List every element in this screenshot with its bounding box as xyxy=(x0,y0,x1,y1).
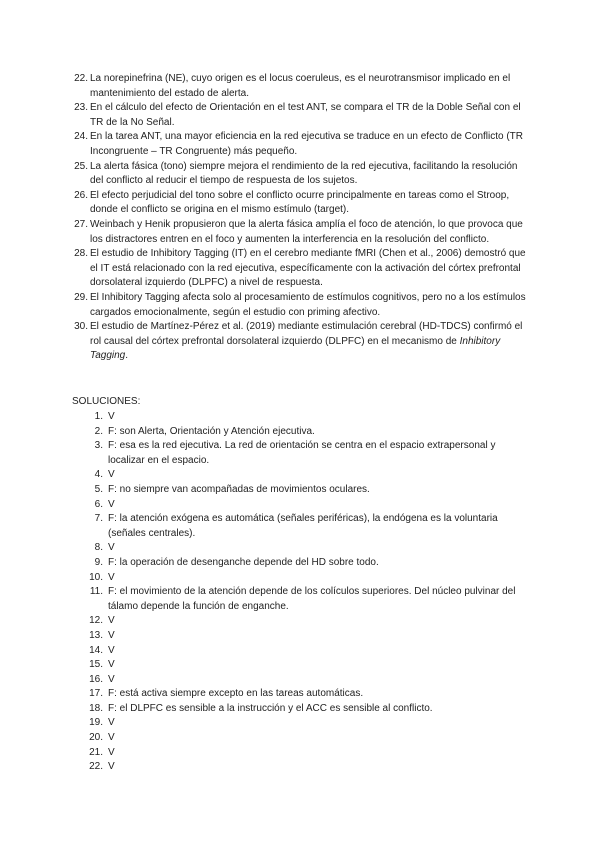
solution-item xyxy=(94,483,528,498)
solution-number: 19. xyxy=(89,717,103,729)
question-text: En la tarea ANT, una mayor eficiencia en la red ejecutiva se traduce en un efecto de Conflicto (TR Incongruente – TR Congruente) más pequeño. xyxy=(90,131,524,157)
question-text: La norepinefrina (NE), cuyo origen es el locus coeruleus, es el neurotransmisor implicado en el mantenimiento del estado de alerta. xyxy=(90,73,511,99)
solution-number: 7. xyxy=(94,513,103,525)
solution-number: 10. xyxy=(89,571,103,583)
solution-number: 20. xyxy=(89,732,103,744)
question-number: 27. xyxy=(74,218,88,230)
solution-number: 14. xyxy=(89,644,103,656)
solution-item xyxy=(89,716,528,731)
solution-item xyxy=(89,658,528,673)
solution-number: 13. xyxy=(89,629,103,641)
solution-item xyxy=(89,731,528,746)
question-emphasis: Inhibitory Tagging xyxy=(90,335,501,362)
question-number: 29. xyxy=(74,291,88,303)
solution-text: F: el DLPFC es sensible a la instrucción y el ACC es sensible al conflicto. xyxy=(108,702,433,714)
question-text: El Inhibitory Tagging afecta solo al procesamiento de estímulos cognitivos, pero no a los estímulos cargados emocionalmente, según el estudio con priming afectivo. xyxy=(90,291,526,318)
question-text: En el cálculo del efecto de Orientación en el test ANT, se compara el TR de la Doble Señal con el TR de la No Señal. xyxy=(90,102,521,128)
solution-number: 8. xyxy=(94,542,103,554)
solution-text: V xyxy=(108,761,115,773)
question-item xyxy=(74,101,530,130)
solution-number: 1. xyxy=(94,411,103,422)
solution-number: 5. xyxy=(94,483,103,495)
solution-text: V xyxy=(108,411,115,422)
question-item xyxy=(74,130,530,159)
solution-number: 18. xyxy=(89,702,103,714)
solution-text: F: el movimiento de la atención depende de los colículos superiores. Del núcleo pulvinar del tálamo depende la función de enganche. xyxy=(108,586,516,612)
solution-text: F: la operación de desenganche depende del HD sobre todo. xyxy=(108,556,379,568)
solution-item xyxy=(94,439,528,468)
solution-text: F: no siempre van acompañadas de movimientos oculares. xyxy=(108,483,370,495)
solution-number: 12. xyxy=(89,615,103,627)
question-number: 26. xyxy=(74,189,88,201)
solution-item xyxy=(94,425,528,440)
solution-number: 11. xyxy=(89,586,103,598)
question-item xyxy=(74,291,530,320)
solution-number: 17. xyxy=(89,688,103,700)
solution-item xyxy=(94,468,528,483)
solution-item xyxy=(94,541,528,556)
solution-item xyxy=(94,410,528,425)
solution-number: 22. xyxy=(89,761,103,773)
solution-text: V xyxy=(108,571,115,583)
solution-item xyxy=(94,556,528,571)
solution-text: V xyxy=(108,717,115,729)
question-number: 28. xyxy=(74,248,88,260)
question-number: 25. xyxy=(74,160,88,172)
solution-item xyxy=(89,746,528,761)
question-number: 22. xyxy=(74,73,88,84)
solution-number: 9. xyxy=(94,556,103,568)
solution-text: V xyxy=(108,746,115,758)
question-item xyxy=(74,218,530,247)
solution-item xyxy=(89,614,528,629)
solution-item xyxy=(89,629,528,644)
solution-item xyxy=(89,702,528,717)
solutions-title: SOLUCIONES: xyxy=(72,396,141,407)
question-item xyxy=(74,160,530,189)
question-text: El efecto perjudicial del tono sobre el conflicto ocurre principalmente en tareas como el Stroop, donde el conflicto se origina en el mismo estímulo (target). xyxy=(90,189,510,216)
solution-text: V xyxy=(108,542,115,554)
question-text: El estudio de Martínez-Pérez et al. (2019) mediante estimulación cerebral (HD-TDCS) confirmó el rol causal del córtex prefrontal dorsolateral izquierdo (DLPFC) en el mecanismo de xyxy=(90,321,523,347)
solution-item xyxy=(89,644,528,659)
question-item xyxy=(74,320,530,364)
solution-text: V xyxy=(108,615,115,627)
solution-number: 16. xyxy=(89,673,103,685)
question-number: 23. xyxy=(74,102,88,114)
solution-number: 3. xyxy=(94,440,103,452)
solution-text: F: está activa siempre excepto en las tareas automáticas. xyxy=(108,688,364,700)
solution-number: 15. xyxy=(89,659,103,671)
solution-number: 6. xyxy=(94,498,103,510)
solution-text: V xyxy=(108,629,115,641)
solution-text: V xyxy=(108,469,115,481)
question-tail: . xyxy=(125,350,129,362)
solutions-list xyxy=(89,410,528,775)
solution-text: V xyxy=(108,644,115,656)
question-text: El estudio de Inhibitory Tagging (IT) en el cerebro mediante fMRI (Chen et al., 2006) demostró que el IT está relacionado con la red ejecutiva, específicamente con la activación del córtex prefrontal dorsolateral izquierdo (DLPFC) a nivel de respuesta. xyxy=(90,248,526,289)
question-text: La alerta fásica (tono) siempre mejora el rendimiento de la red ejecutiva, facilitando la resolución del conflicto al reducir el tiempo de respuesta de los sujetos. xyxy=(90,160,518,187)
solution-text: V xyxy=(108,673,115,685)
solution-number: 4. xyxy=(94,469,103,481)
solution-text: V xyxy=(108,659,115,671)
solution-item xyxy=(89,673,528,688)
solution-item xyxy=(94,498,528,513)
solution-item xyxy=(89,760,528,775)
solution-item xyxy=(89,585,528,614)
solution-number: 21. xyxy=(89,746,103,758)
solution-text: V xyxy=(108,732,115,744)
solution-text: F: esa es la red ejecutiva. La red de orientación se centra en el espacio extrapersonal y localizar en el espacio. xyxy=(108,440,496,466)
solution-item xyxy=(89,687,528,702)
question-text: Weinbach y Henik propusieron que la alerta fásica amplía el foco de atención, lo que provoca que los distractores entren en el foco y aumenten la interferencia en la resolución del conflicto. xyxy=(90,218,523,245)
solution-item xyxy=(94,512,528,541)
question-number: 30. xyxy=(74,321,88,333)
solution-text: F: son Alerta, Orientación y Atención ejecutiva. xyxy=(108,425,315,437)
question-number: 24. xyxy=(74,131,88,143)
solution-text: V xyxy=(108,498,115,510)
question-list xyxy=(74,72,530,364)
question-item xyxy=(74,72,530,101)
solution-text: F: la atención exógena es automática (señales periféricas), la endógena es la voluntaria (señales centrales). xyxy=(108,513,498,539)
solution-number: 2. xyxy=(94,425,103,437)
solution-item xyxy=(89,571,528,586)
question-item xyxy=(74,247,530,291)
question-item xyxy=(74,189,530,218)
